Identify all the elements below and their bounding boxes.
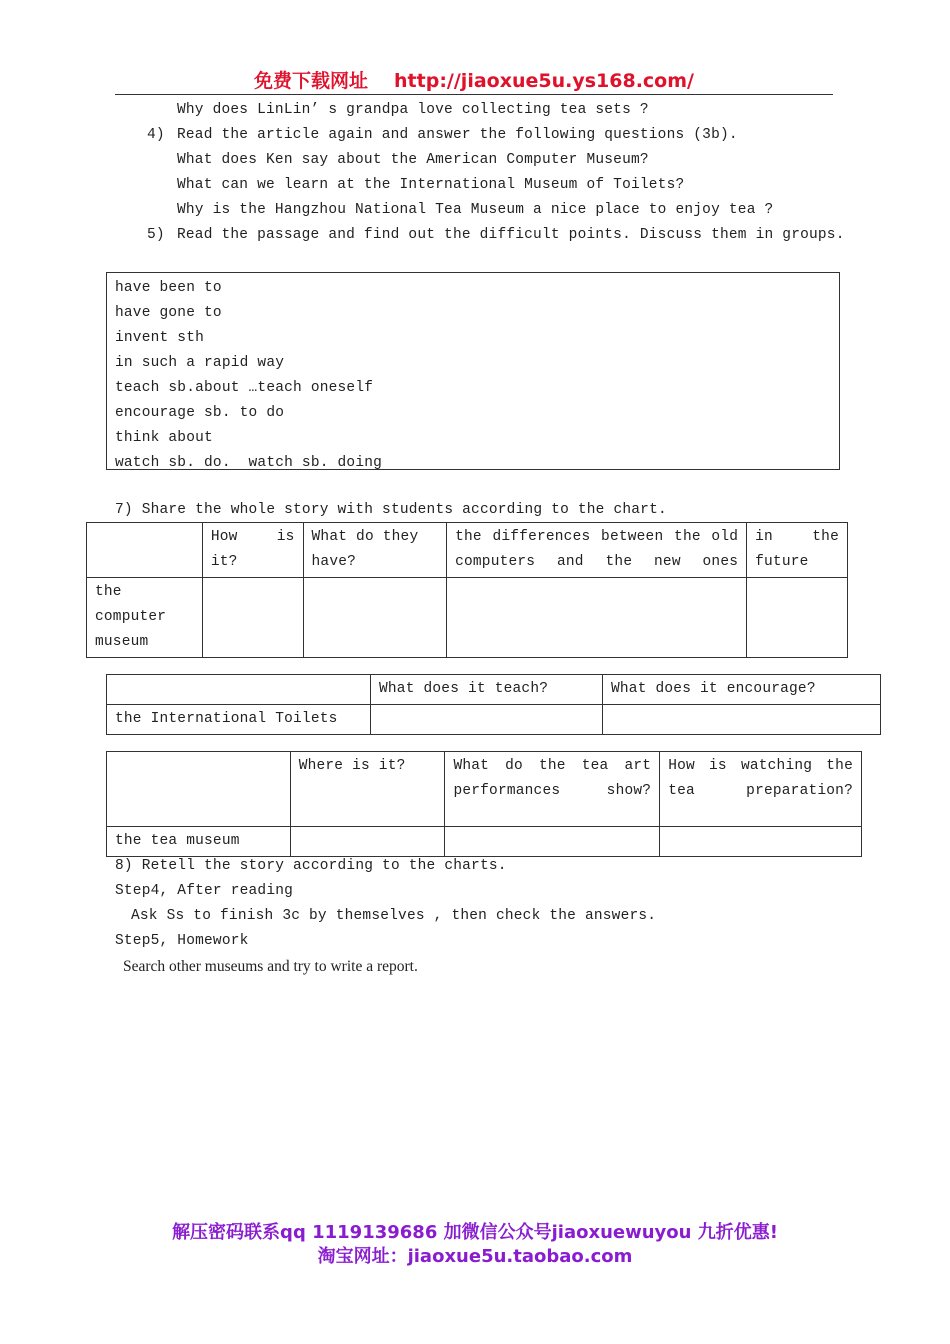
question-3-last: Why does LinLin’ s grandpa love collecting tea sets ? <box>177 102 649 118</box>
header-label: 免费下载网址 <box>254 70 369 92</box>
phrase-item: think about <box>115 430 213 446</box>
footer-shop-url[interactable]: 淘宝网址：jiaoxue5u.taobao.com <box>317 1246 633 1267</box>
table3-header-where: Where is it? <box>290 752 445 827</box>
phrase-item: have been to <box>115 280 222 296</box>
phrase-item: encourage sb. to do <box>115 405 285 421</box>
phrases-box <box>106 272 840 470</box>
question-4-a: What does Ken say about the American Computer Museum? <box>177 152 649 168</box>
step-5-text: Search other museums and try to write a report. <box>123 958 418 975</box>
question-4-number: 4) <box>147 127 165 143</box>
step-5-title: Step5, Homework <box>115 933 249 949</box>
footer-contact: 解压密码联系qq 1119139686 加微信公众号jiaoxuewuyou 九折优惠! <box>172 1222 778 1243</box>
table1-header-have: What do they have? <box>303 523 447 578</box>
question-4-b: What can we learn at the International Museum of Toilets? <box>177 177 685 193</box>
table3-header-preparation: How is watching the tea preparation? <box>660 752 862 827</box>
table3-header-performances: What do the tea art performances show? <box>445 752 660 827</box>
toilets-museum-table <box>106 674 881 735</box>
table2-row-label: the International Toilets <box>107 705 371 735</box>
step-7-instruction: 7) Share the whole story with students according to the chart. <box>115 502 667 518</box>
question-4: Read the article again and answer the following questions (3b). <box>177 127 738 143</box>
phrase-item: in such a rapid way <box>115 355 285 371</box>
question-4-c: Why is the Hangzhou National Tea Museum a nice place to enjoy tea ? <box>177 202 774 218</box>
phrase-item: teach sb.about …teach oneself <box>115 380 374 396</box>
header-url[interactable]: http://jiaoxue5u.ys168.com/ <box>394 70 694 92</box>
table3-row-label: the tea museum <box>107 827 291 857</box>
step-4-title: Step4, After reading <box>115 883 294 899</box>
phrase-item: watch sb. do. watch sb. doing <box>115 455 383 471</box>
table1-header-how: How is it? <box>202 523 303 578</box>
step-8-instruction: 8) Retell the story according to the charts. <box>115 858 507 874</box>
step-4-text: Ask Ss to finish 3c by themselves , then check the answers. <box>131 908 657 924</box>
phrase-item: have gone to <box>115 305 222 321</box>
table2-header-teach: What does it teach? <box>371 675 603 705</box>
table1-header-future: in the future <box>747 523 848 578</box>
tea-museum-table <box>106 751 862 857</box>
computer-museum-table <box>86 522 848 658</box>
table2-header-encourage: What does it encourage? <box>603 675 881 705</box>
phrase-item: invent sth <box>115 330 205 346</box>
table1-row-label: the computer museum <box>87 578 203 658</box>
page-header <box>115 66 833 95</box>
question-5-number: 5) <box>147 227 165 243</box>
table1-header-differences: the differences between the old computers and the new ones <box>447 523 747 578</box>
question-5: Read the passage and find out the difficult points. Discuss them in groups. <box>177 227 845 243</box>
